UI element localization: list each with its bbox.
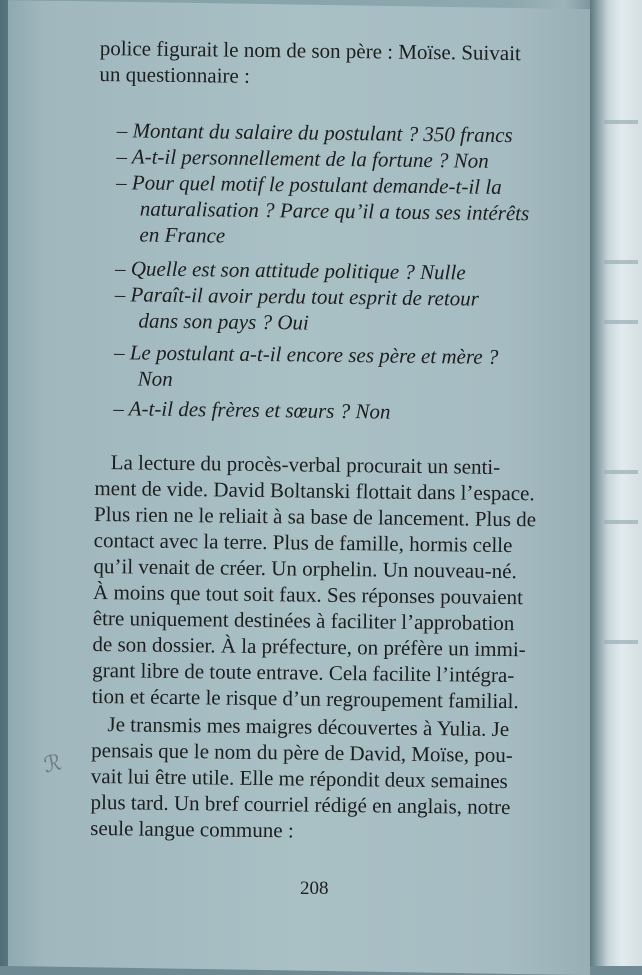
questionnaire-line: naturalisation ? Parce qu’il a tous ses intérêts	[139, 196, 530, 226]
body-line: de son dossier. À la préfecture, on préfère un immi-	[92, 631, 526, 662]
body-line: Je transmis mes maigres découvertes à Yulia. Je	[107, 712, 510, 742]
body-line: plus tard. Un bref courriel rédigé en anglais, notre	[90, 789, 511, 820]
bleed-through-mark	[604, 320, 638, 324]
bleed-through-mark	[604, 470, 638, 474]
questionnaire-line: – Montant du salaire du postulant ? 350 francs	[116, 118, 513, 148]
intro-line: un questionnaire :	[99, 61, 251, 88]
questionnaire-line: – A-t-il personnellement de la fortune ? Non	[116, 144, 489, 173]
questionnaire-line: – Quelle est son attitude politique ? Nulle	[114, 256, 466, 285]
body-line: À moins que tout soit faux. Ses réponses pouvaient	[92, 579, 524, 610]
page-number: 208	[300, 878, 329, 899]
bleed-through-mark	[604, 120, 638, 124]
body-line: qu’il venait de créer. Un orphelin. Un nouveau-né.	[93, 553, 517, 584]
questionnaire-line: – Paraît-il avoir perdu tout esprit de retour	[114, 282, 480, 311]
body-line: grant libre de toute entrave. Cela facilite l’intégra-	[92, 657, 515, 688]
bleed-through-mark	[604, 640, 638, 644]
pencil-margin-mark: ℛ	[41, 750, 64, 779]
bleed-through-mark	[604, 520, 638, 524]
questionnaire-line: – Le postulant a-t-il encore ses père et mère ?	[113, 340, 499, 369]
questionnaire-line: Non	[137, 366, 173, 391]
questionnaire-line: dans son pays ? Oui	[138, 308, 309, 335]
bleed-through-mark	[604, 260, 638, 264]
body-line: tion et écarte le risque d’un regroupement familial.	[91, 683, 519, 714]
body-line: pensais que le nom du père de David, Moïse, pou-	[91, 737, 513, 768]
body-line: seule langue commune :	[90, 815, 294, 843]
body-line: ment de vide. David Boltanski flottait dans l’espace.	[94, 475, 535, 506]
questionnaire-line: en France	[139, 222, 226, 248]
intro-line: police figurait le nom de son père : Moïse. Suivait	[99, 35, 521, 66]
adjacent-page-edge	[590, 0, 642, 966]
body-line: vait lui être utile. Elle me répondit deux semaines	[90, 763, 508, 794]
body-line: Plus rien ne le reliait à sa base de lancement. Plus de	[93, 501, 537, 532]
body-line: La lecture du procès-verbal procurait un senti-	[110, 450, 501, 479]
body-line: contact avec la terre. Plus de famille, hormis celle	[93, 527, 513, 558]
questionnaire-line: – Pour quel motif le postulant demande-t-il la	[115, 170, 502, 199]
questionnaire-line: – A-t-il des frères et sœurs ? Non	[113, 396, 391, 424]
body-line: être uniquement destinées à faciliter l’approbation	[92, 605, 515, 636]
